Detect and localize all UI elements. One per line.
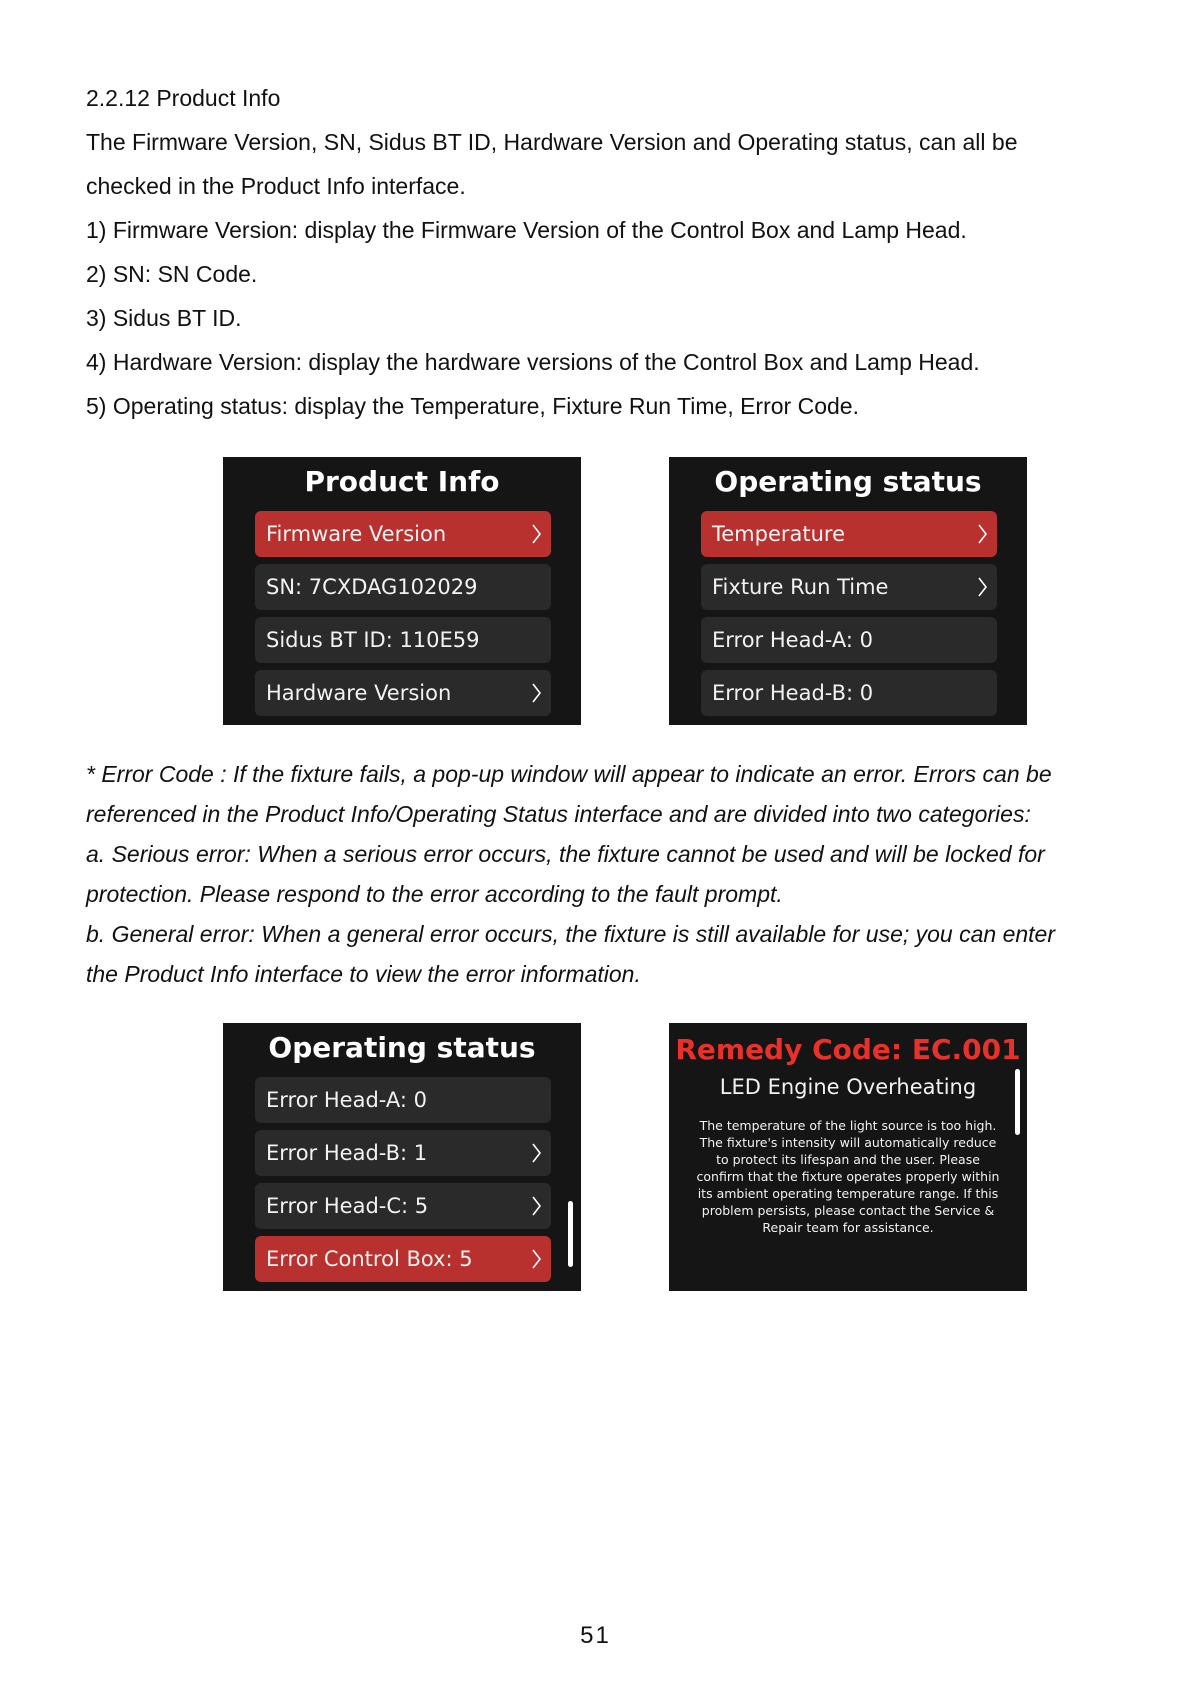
note-line: a. Serious error: When a serious error occurs, the fixture cannot be used and will be locked for bbox=[86, 841, 1045, 867]
menu-item-label: SN: 7CXDAG102029 bbox=[266, 575, 478, 599]
product-info-screen bbox=[223, 457, 581, 725]
menu-item-error-head-a[interactable] bbox=[701, 617, 997, 663]
menu-item-label: Hardware Version bbox=[266, 681, 452, 705]
remedy-line: confirm that the fixture operates properly within bbox=[696, 1169, 1000, 1184]
list-item: 1) Firmware Version: display the Firmware Version of the Control Box and Lamp Head. bbox=[86, 217, 967, 243]
operating-status-errors-screen bbox=[223, 1023, 581, 1291]
menu-item-label: Fixture Run Time bbox=[712, 575, 889, 599]
note-line: the Product Info interface to view the error information. bbox=[86, 961, 641, 987]
list-item: 4) Hardware Version: display the hardware versions of the Control Box and Lamp Head. bbox=[86, 349, 980, 375]
menu-item-temperature[interactable] bbox=[701, 511, 997, 557]
error-code-note bbox=[86, 754, 1116, 994]
menu-item-label: Error Control Box: 5 bbox=[266, 1247, 473, 1271]
list-item: 3) Sidus BT ID. bbox=[86, 305, 242, 331]
menu-item-sidus-bt-id[interactable] bbox=[255, 617, 551, 663]
menu-item-label: Error Head-C: 5 bbox=[266, 1194, 429, 1218]
remedy-subtitle: LED Engine Overheating bbox=[719, 1075, 977, 1099]
remedy-line: Repair team for assistance. bbox=[762, 1220, 934, 1235]
screen-title: Operating status bbox=[268, 1031, 536, 1064]
menu-item-error-head-b[interactable] bbox=[701, 670, 997, 716]
scrollbar[interactable] bbox=[568, 1201, 573, 1267]
remedy-line: its ambient operating temperature range. If this bbox=[697, 1186, 999, 1201]
intro-section bbox=[86, 76, 1116, 428]
section-title: 2.2.12 Product Info bbox=[86, 85, 281, 111]
intro-text: The Firmware Version, SN, Sidus BT ID, Hardware Version and Operating status, can all be bbox=[86, 129, 1018, 155]
menu-item-sn[interactable] bbox=[255, 564, 551, 610]
remedy-line: to protect its lifespan and the user. Please bbox=[716, 1152, 980, 1167]
list-item: 5) Operating status: display the Temperature, Fixture Run Time, Error Code. bbox=[86, 393, 859, 419]
menu-item-hardware-version[interactable] bbox=[255, 670, 551, 716]
chevron-right-icon bbox=[532, 1196, 541, 1216]
menu-item-label: Firmware Version bbox=[266, 522, 447, 546]
menu-item-error-head-c[interactable] bbox=[255, 1183, 551, 1229]
remedy-code-screen bbox=[669, 1023, 1027, 1291]
chevron-right-icon bbox=[532, 1249, 541, 1269]
menu-item-label: Error Head-B: 1 bbox=[266, 1141, 428, 1165]
remedy-line: The fixture's intensity will automatically reduce bbox=[699, 1135, 997, 1150]
note-line: protection. Please respond to the error according to the fault prompt. bbox=[86, 881, 783, 907]
chevron-right-icon bbox=[978, 577, 987, 597]
menu-item-label: Error Head-A: 0 bbox=[712, 628, 873, 652]
remedy-description bbox=[683, 1117, 1013, 1236]
note-line: b. General error: When a general error occurs, the fixture is still available for use; you can enter bbox=[86, 921, 1056, 947]
menu-item-error-head-a[interactable] bbox=[255, 1077, 551, 1123]
menu-item-label: Temperature bbox=[712, 522, 846, 546]
intro-text: checked in the Product Info interface. bbox=[86, 173, 466, 199]
chevron-right-icon bbox=[532, 1143, 541, 1163]
page-number: 51 bbox=[580, 1622, 611, 1649]
menu-item-label: Error Head-A: 0 bbox=[266, 1088, 427, 1112]
screen-title: Operating status bbox=[714, 465, 982, 498]
scrollbar[interactable] bbox=[1015, 1069, 1020, 1135]
menu-item-label: Sidus BT ID: 110E59 bbox=[266, 628, 480, 652]
menu-item-error-head-b[interactable] bbox=[255, 1130, 551, 1176]
note-line: referenced in the Product Info/Operating Status interface and are divided into two categories: bbox=[86, 801, 1031, 827]
chevron-right-icon bbox=[532, 524, 541, 544]
menu-item-firmware-version[interactable] bbox=[255, 511, 551, 557]
list-item: 2) SN: SN Code. bbox=[86, 261, 258, 287]
chevron-right-icon bbox=[978, 524, 987, 544]
remedy-code-title: Remedy Code: EC.001 bbox=[675, 1033, 1021, 1066]
menu-item-fixture-run-time[interactable] bbox=[701, 564, 997, 610]
note-line: * Error Code : If the fixture fails, a pop-up window will appear to indicate an error. Errors can be bbox=[86, 761, 1052, 787]
screen-title: Product Info bbox=[304, 465, 500, 498]
remedy-line: problem persists, please contact the Service & bbox=[701, 1203, 995, 1218]
operating-status-screen bbox=[669, 457, 1027, 725]
remedy-line: The temperature of the light source is too high. bbox=[699, 1118, 997, 1133]
menu-item-label: Error Head-B: 0 bbox=[712, 681, 874, 705]
menu-item-error-control-box[interactable] bbox=[255, 1236, 551, 1282]
chevron-right-icon bbox=[532, 683, 541, 703]
